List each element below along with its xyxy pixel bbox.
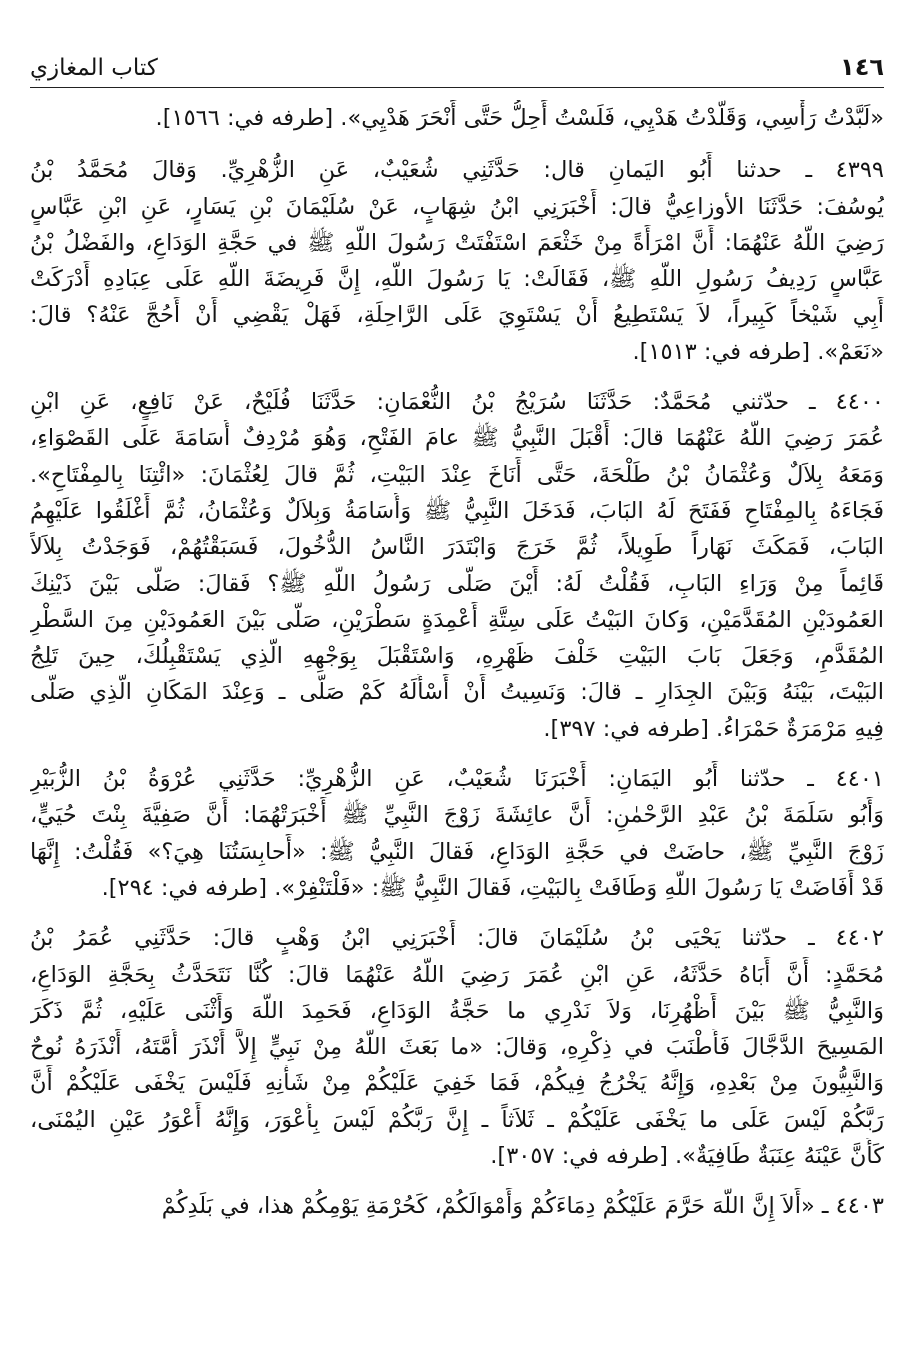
text-line: وَأَبُو سَلَمَةَ بْنُ عَبْدِ الرَّحْمٰنِ: أَنَّ عائِشَةَ زَوْجَ النَّبِيِّ ﷺ أَخْبَرَتْهُمَا: أَنَّ صَفِيَّةَ بِنْتَ حُيَيٍّ، bbox=[30, 802, 884, 829]
text-line: رَبَّكُمْ لَيْسَ عَلَى ما يَخْفَى عَلَيْكُمْ ـ ثَلاَثاً ـ إِنَّ رَبَّكُمْ لَيْسَ بِأَعْوَرَ، وَإِنَّهُ أَعْوَرُ عَيْنِ اليُمْنَى، bbox=[30, 1106, 884, 1133]
text-line: عَبَّاسٍ رَدِيفُ رَسُولِ اللَّهِ ﷺ، فَقَالَتْ: يَا رَسُولَ اللَّهِ، إِنَّ فَرِيضَةَ اللَّهِ عَلَى عِبَادِهِ أَدْرَكَتْ bbox=[30, 266, 884, 293]
continued-paragraph bbox=[30, 100, 884, 136]
text-line: وَمَعَهُ بِلاَلٌ وَعُثْمَانُ بْنُ طَلْحَةَ، حَتَّى أَنَاخَ عِنْدَ البَيْتِ، ثُمَّ قالَ لِعُثْمَانَ: «ائْتِنَا بِالمِفْتَاحِ». bbox=[30, 461, 884, 488]
text-line: زَوْجَ النَّبِيِّ ﷺ، حاضَتْ في حَجَّةِ الوَدَاعِ، فَقالَ النَّبِيُّ ﷺ: «أَحابِسَتُنَا هِيَ؟» فَقُلْتُ: إِنَّهَا bbox=[30, 838, 884, 865]
hadith-block bbox=[30, 152, 884, 370]
running-title: كتاب المغازي bbox=[30, 55, 158, 81]
text-line: قَائِماً مِنْ وَرَاءِ البَابِ، فَقُلْتُ لَهُ: أَيْنَ صَلَّى رَسُولُ اللَّهِ ﷺ؟ فَقالَ: صَلَّى بَيْنَ ذَيْنِكَ bbox=[30, 570, 884, 597]
text-line: «نَعَمْ». [طرفه في: ١٥١٣]. bbox=[632, 338, 884, 365]
hadith-block bbox=[30, 1188, 884, 1224]
text-line: وَالنَّبِيُّ ﷺ بَيْنَ أَظْهُرِنَا، وَلاَ نَدْرِي ما حَجَّةُ الوَدَاعِ، فَحَمِدَ اللَّهَ وَأَثْنَى عَلَيْهِ، ثُمَّ ذَكَرَ bbox=[30, 997, 884, 1024]
text-line: ٤٤٠١ ـ حدّثنا أَبُو اليَمَانِ: أَخْبَرَنَا شُعَيْبٌ، عَنِ الزُّهْرِيِّ: حَدَّثَنِي عُرْوَةُ بْنُ الزُّبَيْرِ bbox=[30, 766, 884, 793]
text-line: عُمَرَ رَضِيَ اللَّهُ عَنْهُمَا قالَ: أَقْبَلَ النَّبِيُّ ﷺ عامَ الفَتْحِ، وَهُوَ مُرْدِفٌ أُسَامَةَ عَلَى القَصْوَاءِ، bbox=[30, 425, 884, 452]
text-line: ٤٤٠٢ ـ حدّثنا يَحْيَى بْنُ سُلَيْمَانَ قالَ: أَخْبَرَنِي ابْنُ وَهْبٍ قالَ: حَدَّثَنِي عُمَرُ بْنُ bbox=[30, 925, 884, 952]
text-line: كَأَنَّ عَيْنَهُ عِنَبَةٌ طَافِيَةٌ». [طرفه في: ٣٠٥٧]. bbox=[490, 1143, 884, 1170]
text-line: المَسِيحَ الدَّجَّالَ فَأَطْنَبَ في ذِكْرِهِ، وَقالَ: «ما بَعَثَ اللَّهُ مِنْ نَبِيٍّ إِلاَّ أَنْذَرَ أُمَّتَهُ، أَنْذَرَهُ نُوحٌ bbox=[30, 1034, 884, 1061]
hadith-block bbox=[30, 920, 884, 1174]
page-number: ١٤٦ bbox=[840, 53, 884, 81]
text-line: البَابَ، فَمَكَثَ نَهَاراً طَوِيلاً، ثُمَّ خَرَجَ وَابْتَدَرَ النَّاسُ الدُّخُولَ، فَسَبَقْتُهُمْ، فَوَجَدْتُ بِلاَلاً bbox=[30, 534, 884, 561]
text-line: البَيْتَ، بَيْنَهُ وَبَيْنَ الجِدَارِ ـ قالَ: وَنَسِيتُ أَنْ أَسْأَلَهُ كَمْ صَلَّى ـ وَعِنْدَ المَكَانِ الَّذِي صَلَّى bbox=[30, 679, 884, 706]
text-line: ٤٣٩٩ ـ حدثنا أَبُو اليَمانِ قال: حَدَّثَنِي شُعَيْبٌ، عَنِ الزُّهْرِيِّ. وَقالَ مُحَمَّدُ بْنُ bbox=[30, 157, 884, 184]
text-line: العَمُودَيْنِ المُقَدَّمَيْنِ، وَكانَ البَيْتُ عَلَى سِتَّةِ أَعْمِدَةٍ سَطْرَيْنِ، صَلَّى بَيْنَ العَمُودَيْنِ مِنَ السَّطْرِ bbox=[30, 606, 884, 633]
hadith-block bbox=[30, 761, 884, 906]
text-line: ٤٤٠٠ ـ حدّثني مُحَمَّدٌ: حَدَّثَنَا سُرَيْجُ بْنُ النُّعْمَانِ: حَدَّثَنَا فُلَيْحٌ، عَنْ نَافِعٍ، عَنِ ابْنِ bbox=[30, 389, 884, 416]
text-line: أَبِي شَيْخاً كَبِيراً، لاَ يَسْتَطِيعُ أَنْ يَسْتَوِيَ عَلَى الرَّاحِلَةِ، فَهَلْ يَقْضِي أَنْ أَحُجَّ عَنْهُ؟ قالَ: bbox=[30, 302, 884, 329]
text-line: يُوسُفَ: حَدَّثَنَا الأوزاعِيُّ قالَ: أَخْبَرَنِي ابْنُ شِهَابٍ، عَنْ سُلَيْمَانَ بْنِ يَسَارٍ، عَنِ ابْنِ عَبَّاسٍ bbox=[30, 193, 884, 220]
text-line: ٤٤٠٣ ـ «أَلاَ إِنَّ اللَّهَ حَرَّمَ عَلَيْكُمْ دِمَاءَكُمْ وَأَمْوَالَكُمْ، كَحُرْمَةِ يَوْمِكُمْ هذا، في بَلَدِكُمْ bbox=[161, 1193, 884, 1220]
text-line: قَدْ أَفَاضَتْ يَا رَسُولَ اللَّهِ وَطَافَتْ بِالبَيْتِ، فَقالَ النَّبِيُّ ﷺ: «فَلْتَنْفِرْ». [طرفه في: ٢٩٤]. bbox=[101, 874, 884, 901]
page-header bbox=[30, 44, 884, 88]
text-line: «لَبَّدْتُ رَأْسِي، وَقَلَّدْتُ هَدْيِي، فَلَسْتُ أَحِلُّ حَتَّى أَنْحَرَ هَدْيِي». [طرفه في: ١٥٦٦]. bbox=[155, 105, 884, 131]
text-line: فَجَاءَهُ بِالمِفْتَاحِ فَفَتَحَ لَهُ البَابَ، فَدَخَلَ النَّبِيُّ ﷺ وَأُسَامَةُ وَبِلاَلٌ وَعُثْمَانُ، ثُمَّ أَغْلَقُوا عَلَيْهِمُ bbox=[30, 497, 884, 524]
page-body bbox=[30, 100, 884, 1239]
hadith-block bbox=[30, 384, 884, 747]
text-line: رَضِيَ اللَّهُ عَنْهُمَا: أَنَّ امْرَأَةً مِنْ خَثْعَمَ اسْتَفْتَتْ رَسُولَ اللَّهِ ﷺ في حَجَّةِ الوَدَاعِ، والفَضْلُ بْنُ bbox=[30, 229, 884, 256]
text-line: فِيهِ مَرْمَرَةٌ حَمْرَاءُ. [طرفه في: ٣٩٧]. bbox=[543, 715, 884, 742]
text-line: مُحَمَّدٍ: أَنَّ أَبَاهُ حَدَّثَهُ، عَنِ ابْنِ عُمَرَ رَضِيَ اللَّهُ عَنْهُمَا قالَ: كُنَّا نَتَحَدَّثُ بِحَجَّةِ الوَدَاعِ، bbox=[30, 961, 884, 988]
text-line: وَالنَّبِيُّونَ مِنْ بَعْدِهِ، وَإِنَّهُ يَخْرُجُ فِيكُمْ، فَمَا خَفِيَ عَلَيْكُمْ مِنْ شَأْنِهِ فَلَيْسَ يَخْفَى عَلَيْكُمْ أَنَّ bbox=[30, 1070, 884, 1097]
text-line: المُقَدَّمِ، وَجَعَلَ بَابَ البَيْتِ خَلْفَ ظَهْرِهِ، وَاسْتَقْبَلَ بِوَجْهِهِ الَّذِي يَسْتَقْبِلُكَ، حِينَ تَلِجُ bbox=[30, 643, 884, 670]
